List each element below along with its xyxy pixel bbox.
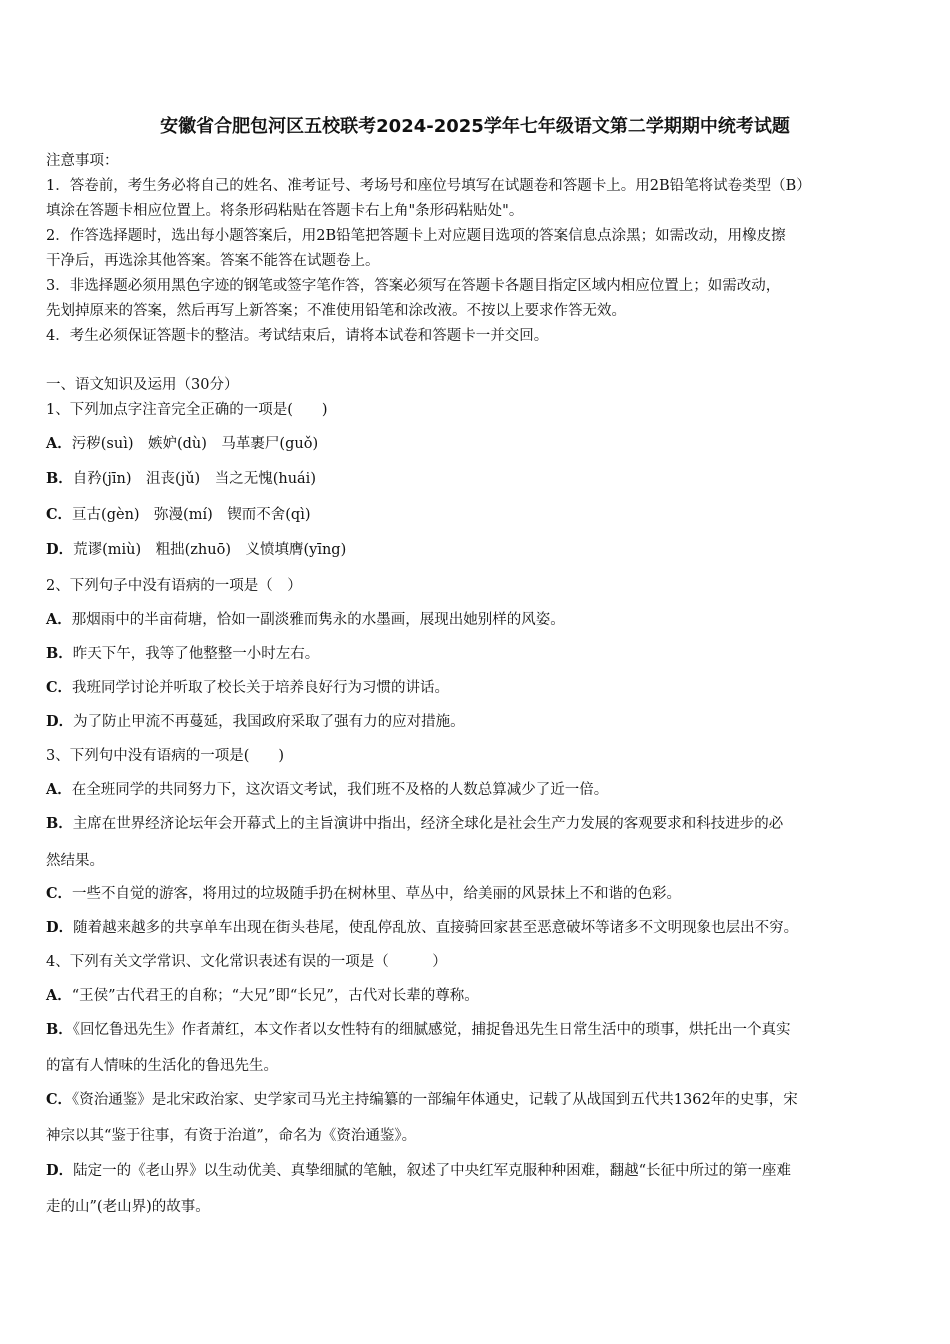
question-2-option-c: C．我班同学讨论并听取了校长关于培养良好行为习惯的讲话。 (46, 679, 450, 696)
question-3-stem: 3、下列句中没有语病的一项是( ) (46, 748, 285, 764)
question-1-stem: 1、下列加点字注音完全正确的一项是( ) (46, 402, 328, 418)
question-3-option-c: C．一些不自觉的游客，将用过的垃圾随手扔在树林里、草丛中，给美丽的风景抹上不和谐的色彩。 (46, 885, 682, 902)
question-4-stem: 4、下列有关文学常识、文化常识表述有误的一项是（ ） (46, 954, 447, 970)
notice-line: 先划掉原来的答案，然后再写上新答案；不准使用铅笔和涂改液。不按以上要求作答无效。 (46, 303, 626, 319)
question-1-option-d: D．荒谬(miù) 粗拙(zhuō) 义愤填膺(yīng) (46, 541, 347, 558)
question-1-option-b: B．自矜(jīn) 沮丧(jǔ) 当之无愧(huái) (46, 470, 316, 487)
notice-heading: 注意事项： (46, 153, 119, 169)
question-4-option-c-cont: 神宗以其“鉴于往事，有资于治道”，命名为《资治通鉴》。 (46, 1128, 417, 1144)
notice-line: 干净后，再选涂其他答案。答案不能答在试题卷上。 (46, 253, 380, 269)
page-title: 安徽省合肥包河区五校联考2024-2025学年七年级语文第二学期期中统考试题 (160, 116, 790, 137)
question-2-option-a: A．那烟雨中的半亩荷塘，恰如一副淡雅而隽永的水墨画，展现出她别样的风姿。 (46, 611, 565, 628)
question-4-option-d-cont: 走的山”(老山界)的故事。 (46, 1199, 210, 1215)
section-heading: 一、语文知识及运用（30分） (46, 377, 239, 393)
question-4-option-c: C．《资治通鉴》是北宋政治家、史学家司马光主持编纂的一部编年体通史，记载了从战国到五代共1362年的史事，宋 (46, 1091, 798, 1108)
question-4-option-b-cont: 的富有人情味的生活化的鲁迅先生。 (46, 1058, 278, 1074)
question-4-option-d: D．陆定一的《老山界》以生动优美、真挚细腻的笔触，叙述了中央红军克服种种困难，翻越“长征中所过的第一座难 (46, 1162, 791, 1179)
question-3-option-b: B．主席在世界经济论坛年会开幕式上的主旨演讲中指出，经济全球化是社会生产力发展的客观要求和科技进步的必 (46, 815, 784, 832)
notice-line: 填涂在答题卡相应位置上。将条形码粘贴在答题卡右上角"条形码粘贴处"。 (46, 203, 524, 219)
question-2-option-b: B．昨天下午，我等了他整整一小时左右。 (46, 645, 320, 662)
question-2-stem: 2、下列句子中没有语病的一项是（ ） (46, 578, 302, 594)
question-3-option-a: A．在全班同学的共同努力下，这次语文考试，我们班不及格的人数总算减少了近一倍。 (46, 781, 609, 798)
notice-line: 4．考生必须保证答题卡的整洁。考试结束后，请将本试卷和答题卡一并交回。 (46, 328, 549, 344)
question-2-option-d: D．为了防止甲流不再蔓延，我国政府采取了强有力的应对措施。 (46, 713, 465, 730)
notice-line: 3．非选择题必须用黑色字迹的钢笔或签字笔作答，答案必须写在答题卡各题目指定区域内相应位置上；如需改动， (46, 278, 781, 294)
question-3-option-d: D．随着越来越多的共享单车出现在街头巷尾，使乱停乱放、直接骑回家甚至恶意破坏等诸多不文明现象也层出不穷。 (46, 919, 799, 936)
question-4-option-b: B．《回忆鲁迅先生》作者萧红，本文作者以女性特有的细腻感觉，捕捉鲁迅先生日常生活中的琐事，烘托出一个真实 (46, 1021, 791, 1038)
notice-line: 2．作答选择题时，选出每小题答案后，用2B铅笔把答题卡上对应题目选项的答案信息点涂黑；如需改动，用橡皮擦 (46, 228, 786, 244)
notice-line: 1．答卷前，考生务必将自己的姓名、准考证号、考场号和座位号填写在试题卷和答题卡上。用2B铅笔将试卷类型（B） (46, 178, 811, 194)
question-3-option-b-cont: 然结果。 (46, 853, 104, 869)
question-1-option-c: C．亘古(gèn) 弥漫(mí) 锲而不舍(qì) (46, 506, 311, 523)
question-1-option-a: A．污秽(suì) 嫉妒(dù) 马革裹尸(guǒ) (46, 435, 319, 452)
question-4-option-a: A．“王侯”古代君王的自称；“大兄”即“长兄”，古代对长辈的尊称。 (46, 987, 479, 1004)
